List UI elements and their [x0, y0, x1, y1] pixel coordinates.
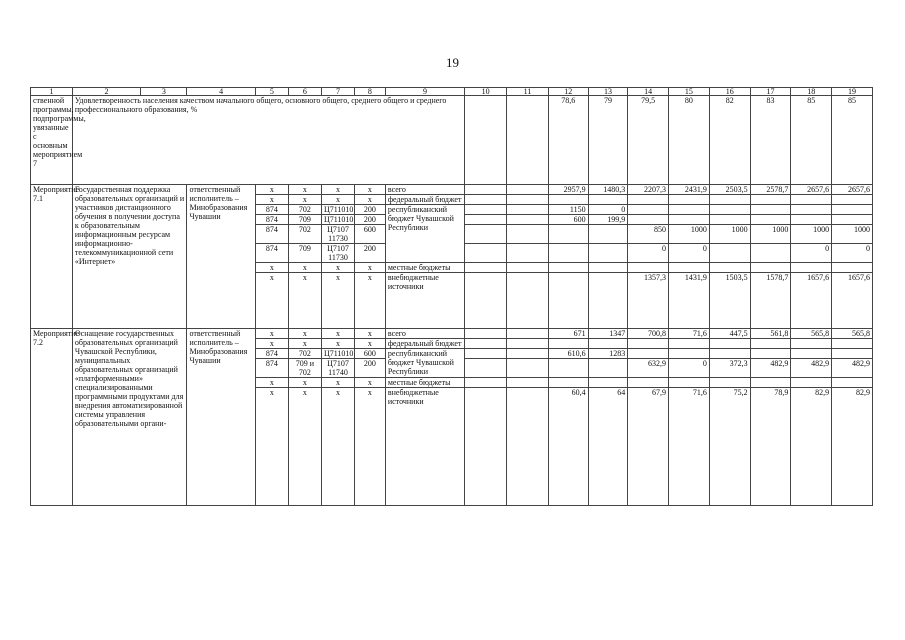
- value-cell: [628, 339, 669, 349]
- header-cell: 16: [709, 88, 750, 96]
- value-cell: 482,9: [750, 359, 791, 378]
- value-cell: [832, 349, 873, 359]
- table-cell: [507, 349, 549, 359]
- header-cell: 17: [750, 88, 791, 96]
- table-cell: [465, 185, 507, 195]
- table-cell: [507, 359, 549, 378]
- value-cell: 2578,7: [750, 185, 791, 195]
- header-cell: 6: [288, 88, 321, 96]
- table-cell: [465, 273, 507, 329]
- table-cell: [465, 205, 507, 215]
- value-cell: 565,8: [791, 329, 832, 339]
- code-cell: x: [255, 273, 288, 329]
- value-cell: [548, 263, 588, 273]
- table-cell: [465, 388, 507, 506]
- code-cell: 874: [255, 359, 288, 378]
- header-cell: 2: [72, 88, 140, 96]
- value-cell: [832, 263, 873, 273]
- header-cell: 19: [832, 88, 873, 96]
- value-cell: 71,6: [669, 329, 710, 339]
- funding-source: федеральный бюджет: [385, 339, 464, 349]
- value-cell: [791, 349, 832, 359]
- code-cell: x: [355, 339, 386, 349]
- header-cell: 13: [588, 88, 628, 96]
- code-cell: 200: [355, 215, 386, 225]
- value-cell: 850: [628, 225, 669, 244]
- value-cell: 1347: [588, 329, 628, 339]
- value-cell: 2207,3: [628, 185, 669, 195]
- value-cell: [709, 378, 750, 388]
- value-cell: 64: [588, 388, 628, 506]
- value-cell: 1431,9: [669, 273, 710, 329]
- table-cell: [465, 215, 507, 225]
- header-cell: 9: [385, 88, 464, 96]
- value-cell: [628, 349, 669, 359]
- code-cell: x: [288, 195, 321, 205]
- code-cell: x: [321, 263, 354, 273]
- table-cell: [507, 205, 549, 215]
- value-cell: 0: [669, 359, 710, 378]
- value-cell: [669, 263, 710, 273]
- table-cell: [465, 329, 507, 339]
- value-cell: [750, 378, 791, 388]
- measure-name: Оснащение государственных образовательных организаций Чувашской Республики, муниципальных образовательных организаций «платформенными» специализированными программными продуктами для внедрения автоматизированной системы управления образовательными органи-: [72, 329, 187, 506]
- value-cell: 2957,9: [548, 185, 588, 195]
- value-cell: 2503,5: [709, 185, 750, 195]
- code-cell: 874: [255, 225, 288, 244]
- value-cell: 671: [548, 329, 588, 339]
- code-cell: x: [288, 388, 321, 506]
- table-cell: [465, 349, 507, 359]
- value-cell: 71,6: [669, 388, 710, 506]
- code-cell: x: [255, 195, 288, 205]
- code-cell: Ц711010: [321, 349, 354, 359]
- header-cell: 15: [669, 88, 710, 96]
- code-cell: x: [321, 339, 354, 349]
- value-cell: [750, 215, 791, 225]
- code-cell: 702: [288, 349, 321, 359]
- table-cell: [507, 195, 549, 205]
- code-cell: x: [288, 185, 321, 195]
- code-cell: 709: [288, 215, 321, 225]
- table-cell: [465, 195, 507, 205]
- value-cell: 565,8: [832, 329, 873, 339]
- code-cell: x: [321, 185, 354, 195]
- value-cell: [628, 215, 669, 225]
- indicator-value: 79,5: [628, 96, 669, 185]
- header-cell: 10: [465, 88, 507, 96]
- code-cell: x: [355, 273, 386, 329]
- value-cell: [548, 225, 588, 244]
- code-cell: 200: [355, 205, 386, 215]
- value-cell: [588, 273, 628, 329]
- value-cell: 199,9: [588, 215, 628, 225]
- funding-source: местные бюджеты: [385, 378, 464, 388]
- value-cell: [832, 378, 873, 388]
- code-cell: Ц7107 11730: [321, 244, 354, 263]
- code-cell: x: [255, 185, 288, 195]
- measure-name: Государственная поддержка образовательных организаций и участников дистанционного обучения в получении доступа к образовательным информационным ресурсам информационно-телекоммуникационной сети «Интернет»: [72, 185, 187, 329]
- indicator-row: [31, 96, 873, 185]
- value-cell: 2657,6: [791, 185, 832, 195]
- value-cell: 1503,5: [709, 273, 750, 329]
- indicator-value: 83: [750, 96, 791, 185]
- value-cell: [628, 195, 669, 205]
- table-cell: [507, 244, 549, 263]
- funding-source: местные бюджеты: [385, 263, 464, 273]
- header-cell: 4: [187, 88, 255, 96]
- value-cell: [709, 263, 750, 273]
- code-cell: 874: [255, 349, 288, 359]
- value-cell: 482,9: [832, 359, 873, 378]
- code-cell: 200: [355, 359, 386, 378]
- header-cell: 8: [355, 88, 386, 96]
- table-cell: [465, 96, 507, 185]
- value-cell: [588, 195, 628, 205]
- program-link-cell: ственной программы, подпрограммы, увязанные с основным мероприятием 7: [31, 96, 73, 185]
- table-cell: [507, 378, 549, 388]
- code-cell: Ц711010: [321, 205, 354, 215]
- indicator-value: 79: [588, 96, 628, 185]
- value-cell: [750, 349, 791, 359]
- value-cell: 0: [832, 244, 873, 263]
- program-table: [30, 87, 873, 506]
- responsible-executor: ответственный исполнитель – Минобразования Чувашии: [187, 185, 255, 329]
- code-cell: x: [355, 195, 386, 205]
- indicator-value: 82: [709, 96, 750, 185]
- code-cell: x: [321, 195, 354, 205]
- value-cell: 1578,7: [750, 273, 791, 329]
- value-cell: [709, 349, 750, 359]
- value-cell: 1000: [791, 225, 832, 244]
- value-cell: [588, 225, 628, 244]
- code-cell: 600: [355, 349, 386, 359]
- value-cell: [548, 244, 588, 263]
- value-cell: 2657,6: [832, 185, 873, 195]
- code-cell: x: [288, 273, 321, 329]
- value-cell: [588, 244, 628, 263]
- table-cell: [507, 96, 549, 185]
- value-cell: [588, 339, 628, 349]
- header-cell: 11: [507, 88, 549, 96]
- table-cell: [507, 273, 549, 329]
- table-cell: [507, 388, 549, 506]
- value-cell: 1000: [669, 225, 710, 244]
- code-cell: x: [255, 329, 288, 339]
- code-cell: 600: [355, 225, 386, 244]
- value-cell: [588, 263, 628, 273]
- header-cell: 1: [31, 88, 73, 96]
- value-cell: 67,9: [628, 388, 669, 506]
- value-cell: [669, 205, 710, 215]
- table-cell: [465, 339, 507, 349]
- value-cell: 1357,3: [628, 273, 669, 329]
- value-cell: [628, 378, 669, 388]
- code-cell: Ц7107 11730: [321, 225, 354, 244]
- value-cell: 0: [628, 244, 669, 263]
- responsible-executor: ответственный исполнитель – Минобразования Чувашии: [187, 329, 255, 506]
- funding-source: республиканский бюджет Чувашской Республики: [385, 205, 464, 263]
- table-cell: [465, 263, 507, 273]
- value-cell: [791, 339, 832, 349]
- value-cell: [709, 195, 750, 205]
- funding-source: всего: [385, 329, 464, 339]
- value-cell: [832, 215, 873, 225]
- code-cell: x: [321, 388, 354, 506]
- code-cell: x: [355, 263, 386, 273]
- funding-source: внебюджетные источники: [385, 273, 464, 329]
- header-row: [31, 88, 873, 96]
- value-cell: [669, 339, 710, 349]
- value-cell: 610,6: [548, 349, 588, 359]
- value-cell: 0: [588, 205, 628, 215]
- value-cell: [548, 359, 588, 378]
- value-cell: [791, 215, 832, 225]
- page-number: 19: [446, 55, 459, 70]
- value-cell: [832, 195, 873, 205]
- header-cell: 12: [548, 88, 588, 96]
- value-cell: [791, 378, 832, 388]
- value-cell: 561,8: [750, 329, 791, 339]
- value-cell: [709, 244, 750, 263]
- code-cell: 702: [288, 225, 321, 244]
- indicator-text: Удовлетворенность населения качеством начального общего, основного общего, среднего общего и среднего профессионального образования, %: [72, 96, 464, 185]
- value-cell: [669, 349, 710, 359]
- indicator-value: 80: [669, 96, 710, 185]
- header-cell: 7: [321, 88, 354, 96]
- table-row: [31, 185, 873, 195]
- table-cell: [465, 378, 507, 388]
- value-cell: 700,8: [628, 329, 669, 339]
- value-cell: 82,9: [791, 388, 832, 506]
- code-cell: x: [321, 378, 354, 388]
- table-row: [31, 329, 873, 339]
- value-cell: 75,2: [709, 388, 750, 506]
- value-cell: 1480,3: [588, 185, 628, 195]
- value-cell: [588, 359, 628, 378]
- value-cell: 1657,6: [832, 273, 873, 329]
- header-cell: 5: [255, 88, 288, 96]
- value-cell: 2431,9: [669, 185, 710, 195]
- value-cell: 1150: [548, 205, 588, 215]
- value-cell: 372,3: [709, 359, 750, 378]
- indicator-value: 85: [791, 96, 832, 185]
- header-cell: 18: [791, 88, 832, 96]
- indicator-value: 78,6: [548, 96, 588, 185]
- value-cell: [709, 205, 750, 215]
- value-cell: 447,5: [709, 329, 750, 339]
- value-cell: 60,4: [548, 388, 588, 506]
- value-cell: [750, 205, 791, 215]
- table-cell: [507, 263, 549, 273]
- funding-source: федеральный бюджет: [385, 195, 464, 205]
- code-cell: x: [255, 388, 288, 506]
- value-cell: 632,9: [628, 359, 669, 378]
- code-cell: 709 и 702: [288, 359, 321, 378]
- code-cell: 200: [355, 244, 386, 263]
- code-cell: x: [355, 378, 386, 388]
- value-cell: [832, 205, 873, 215]
- value-cell: 1000: [750, 225, 791, 244]
- code-cell: x: [288, 329, 321, 339]
- table-cell: [507, 215, 549, 225]
- code-cell: 874: [255, 205, 288, 215]
- value-cell: [628, 205, 669, 215]
- code-cell: 874: [255, 244, 288, 263]
- code-cell: Ц7107 11740: [321, 359, 354, 378]
- value-cell: [548, 339, 588, 349]
- header-cell: 14: [628, 88, 669, 96]
- value-cell: 1657,6: [791, 273, 832, 329]
- value-cell: [548, 195, 588, 205]
- value-cell: 1000: [709, 225, 750, 244]
- value-cell: [750, 339, 791, 349]
- code-cell: 702: [288, 205, 321, 215]
- value-cell: 78,9: [750, 388, 791, 506]
- code-cell: Ц711010: [321, 215, 354, 225]
- value-cell: [669, 215, 710, 225]
- value-cell: [548, 273, 588, 329]
- value-cell: [588, 378, 628, 388]
- table-cell: [465, 225, 507, 244]
- code-cell: x: [355, 329, 386, 339]
- code-cell: x: [255, 263, 288, 273]
- value-cell: [709, 215, 750, 225]
- code-cell: x: [288, 378, 321, 388]
- value-cell: 82,9: [832, 388, 873, 506]
- table-cell: [507, 225, 549, 244]
- value-cell: [669, 195, 710, 205]
- code-cell: x: [255, 378, 288, 388]
- code-cell: 709: [288, 244, 321, 263]
- table-cell: [507, 185, 549, 195]
- value-cell: [791, 195, 832, 205]
- value-cell: 1283: [588, 349, 628, 359]
- header-cell: 3: [141, 88, 187, 96]
- table-cell: [507, 329, 549, 339]
- code-cell: x: [355, 388, 386, 506]
- table-cell: [465, 244, 507, 263]
- measure-label: Мероприятие 7.2: [31, 329, 73, 506]
- code-cell: x: [288, 339, 321, 349]
- code-cell: x: [288, 263, 321, 273]
- code-cell: x: [355, 185, 386, 195]
- value-cell: [548, 378, 588, 388]
- value-cell: [750, 195, 791, 205]
- value-cell: 1000: [832, 225, 873, 244]
- value-cell: [791, 263, 832, 273]
- value-cell: [791, 205, 832, 215]
- funding-source: всего: [385, 185, 464, 195]
- value-cell: 0: [791, 244, 832, 263]
- value-cell: [628, 263, 669, 273]
- table-cell: [507, 339, 549, 349]
- value-cell: 0: [669, 244, 710, 263]
- indicator-value: 85: [832, 96, 873, 185]
- table-cell: [465, 359, 507, 378]
- value-cell: [832, 339, 873, 349]
- measure-label: Мероприятие 7.1: [31, 185, 73, 329]
- value-cell: [750, 263, 791, 273]
- code-cell: x: [321, 329, 354, 339]
- code-cell: 874: [255, 215, 288, 225]
- value-cell: [750, 244, 791, 263]
- value-cell: [669, 378, 710, 388]
- funding-source: внебюджетные источники: [385, 388, 464, 506]
- value-cell: [709, 339, 750, 349]
- code-cell: x: [321, 273, 354, 329]
- value-cell: 600: [548, 215, 588, 225]
- value-cell: 482,9: [791, 359, 832, 378]
- code-cell: x: [255, 339, 288, 349]
- funding-source: республиканский бюджет Чувашской Республики: [385, 349, 464, 378]
